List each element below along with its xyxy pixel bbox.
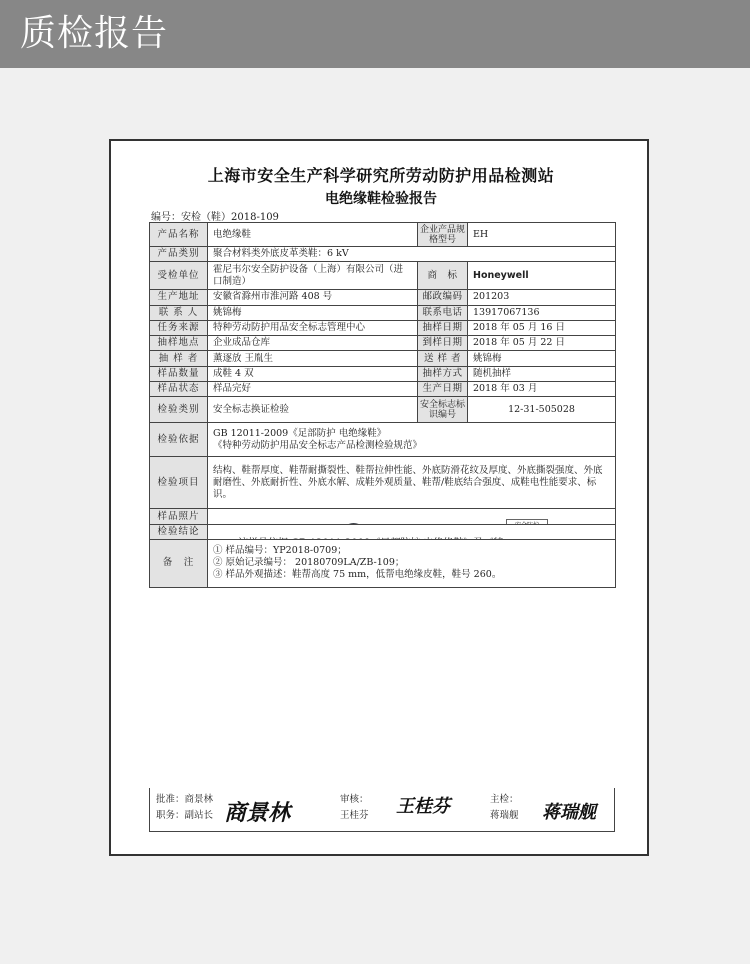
label-product-type: 产品类别 <box>150 247 208 262</box>
label-mark-no: 安全标志标识编号 <box>418 397 468 423</box>
value-phone: 13917067136 <box>468 305 616 320</box>
value-contact: 姚锦梅 <box>208 305 418 320</box>
approve-label: 批准： <box>156 794 185 805</box>
value-sample-place: 企业成品仓库 <box>208 336 418 351</box>
review-name: 王桂芬 <box>340 810 369 821</box>
row-quantity <box>150 366 616 381</box>
label-basis: 检验依据 <box>150 423 208 457</box>
label-production-date: 生产日期 <box>418 382 468 397</box>
basis-line-1: GB 12011-2009《足部防护 电绝缘鞋》 <box>213 427 387 439</box>
value-product-type: 聚合材料类外底皮革类鞋：6 kV <box>208 247 616 262</box>
label-source: 任务来源 <box>150 320 208 335</box>
value-quantity: 成鞋 4 双 <box>208 366 418 381</box>
label-status: 样品状态 <box>150 382 208 397</box>
value-sender: 姚锦梅 <box>468 351 616 366</box>
test-name: 蒋瑞舰 <box>490 810 519 821</box>
row-basis <box>150 423 616 457</box>
approve-name: 商景林 <box>184 794 214 805</box>
note-item: ② 原始记录编号： 20180709LA/ZB-109； <box>213 557 405 569</box>
row-client <box>150 262 616 290</box>
reviewer-block <box>340 792 369 824</box>
row-product-type <box>150 247 616 262</box>
label-sender: 送 样 者 <box>418 351 468 366</box>
reviewer-signature: 王桂芬 <box>396 796 450 817</box>
row-sample-place <box>150 336 616 351</box>
org-title: 上海市安全生产科学研究所劳动防护用品检测站 <box>207 166 555 185</box>
approver-block <box>156 792 213 824</box>
value-arrival-date: 2018 年 05 月 22 日 <box>468 336 616 351</box>
report-title: 电绝缘鞋检验报告 <box>325 191 437 207</box>
label-address: 生产地址 <box>150 290 208 305</box>
label-contact: 联 系 人 <box>150 305 208 320</box>
row-product-name <box>150 223 616 247</box>
label-arrival-date: 到样日期 <box>418 336 468 351</box>
value-trademark: Honeywell <box>468 262 616 290</box>
report-document <box>109 139 649 856</box>
row-photo <box>150 509 616 524</box>
label-model: 企业产品规格型号 <box>418 223 468 247</box>
report-serial: 编号：安检（鞋）2018-109 <box>151 212 279 223</box>
value-product-name: 电绝缘鞋 <box>208 223 418 247</box>
row-items <box>150 457 616 509</box>
label-test-type: 检验类别 <box>150 397 208 423</box>
label-items: 检验项目 <box>150 457 208 509</box>
label-sampler: 抽 样 者 <box>150 351 208 366</box>
label-postcode: 邮政编码 <box>418 290 468 305</box>
row-source <box>150 320 616 335</box>
report-table <box>149 222 616 588</box>
value-sample-date: 2018 年 05 月 16 日 <box>468 320 616 335</box>
basis-line-2: 《特种劳动防护用品安全标志产品检测检验规范》 <box>213 439 423 451</box>
value-client: 霍尼韦尔安全防护设备（上海）有限公司（进口制造） <box>208 262 418 290</box>
review-label: 审核： <box>340 794 369 805</box>
value-items: 结构、鞋帮厚度、鞋帮耐撕裂性、鞋帮拉伸性能、外底防滑花纹及厚度、外底撕裂强度、外底耐磨性、外底耐折性、外底水解、成鞋外观质量、鞋帮/鞋底结合强度、成鞋电性能要求、标识。 <box>208 457 616 509</box>
tester-signature: 蒋瑞舰 <box>542 802 596 823</box>
conclusion-cell <box>208 524 616 539</box>
note-item: ③ 样品外观描述：鞋帮高度 75 mm，低帮电绝缘皮鞋，鞋号 260。 <box>213 569 502 581</box>
approver-signature: 商景林 <box>224 800 291 826</box>
label-product-name: 产品名称 <box>150 223 208 247</box>
row-conclusion <box>150 524 616 539</box>
page-title: 质检报告 <box>20 13 169 54</box>
label-trademark: 商 标 <box>418 262 468 290</box>
row-test-type <box>150 397 616 423</box>
label-sample-place: 抽样地点 <box>150 336 208 351</box>
shoe-photo-image <box>286 511 516 524</box>
header-banner <box>0 0 750 68</box>
value-model: EH <box>468 223 616 247</box>
value-basis <box>208 423 616 457</box>
label-client: 受检单位 <box>150 262 208 290</box>
label-sample-method: 抽样方式 <box>418 366 468 381</box>
row-sampler <box>150 351 616 366</box>
label-sample-date: 抽样日期 <box>418 320 468 335</box>
label-notes: 备 注 <box>150 539 208 587</box>
note-item: ① 样品编号：YP2018-0709； <box>213 545 347 557</box>
value-sampler: 薰逐放 王胤生 <box>208 351 418 366</box>
value-source: 特种劳动防护用品安全标志管理中心 <box>208 320 418 335</box>
value-postcode: 201203 <box>468 290 616 305</box>
value-status: 样品完好 <box>208 382 418 397</box>
approve-title: 职务：副站长 <box>156 810 214 821</box>
label-photo: 样品照片 <box>150 509 208 524</box>
value-mark-no: 12-31-505028 <box>468 397 616 423</box>
value-address: 安徽省滁州市淮河路 408 号 <box>208 290 418 305</box>
notes-cell <box>208 539 616 587</box>
row-address <box>150 290 616 305</box>
conclusion-text <box>216 535 506 540</box>
test-label: 主检： <box>490 794 519 805</box>
label-conclusion: 检验结论 <box>150 524 208 539</box>
value-sample-method: 随机抽样 <box>468 366 616 381</box>
value-test-type: 安全标志换证检验 <box>208 397 418 423</box>
row-status <box>150 382 616 397</box>
row-contact <box>150 305 616 320</box>
tester-block <box>490 792 519 824</box>
label-quantity: 样品数量 <box>150 366 208 381</box>
row-notes <box>150 539 616 587</box>
value-production-date: 2018 年 03 月 <box>468 382 616 397</box>
signature-row <box>149 788 615 832</box>
label-phone: 联系电话 <box>418 305 468 320</box>
la-mark-logo: LA <box>506 519 548 524</box>
